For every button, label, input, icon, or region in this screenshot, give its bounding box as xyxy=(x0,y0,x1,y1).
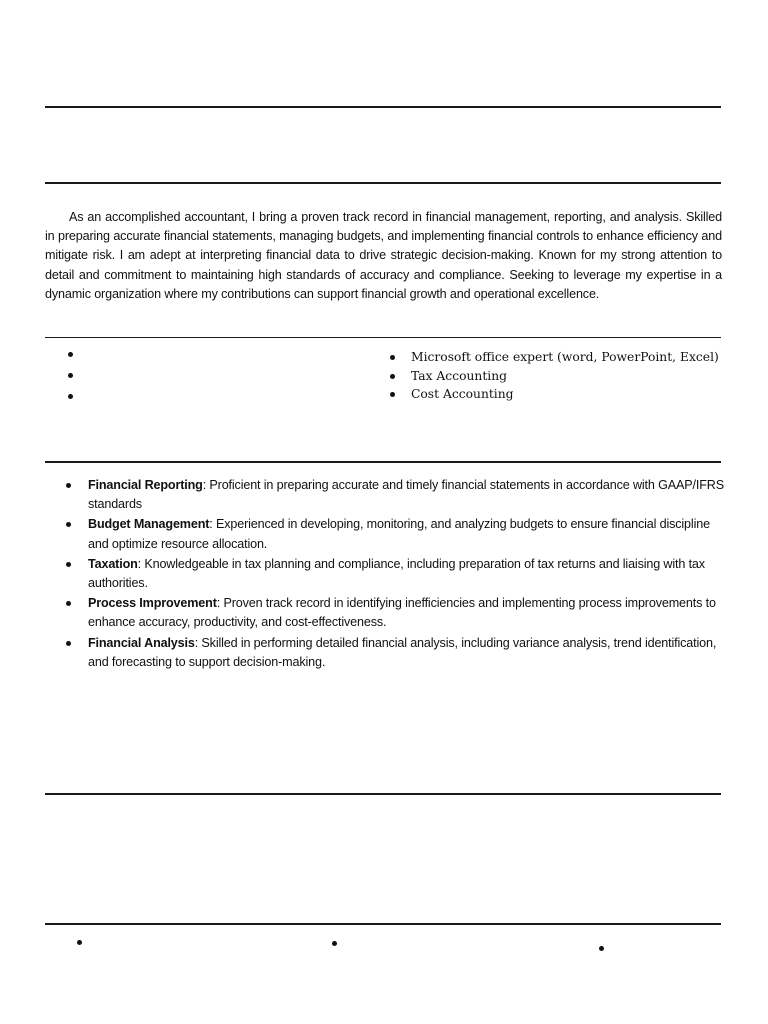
skills-list xyxy=(389,348,719,404)
divider-skills xyxy=(45,337,721,338)
empty-bullet xyxy=(332,941,337,946)
empty-bullet xyxy=(77,940,82,945)
competency-item xyxy=(66,634,726,672)
divider-competencies xyxy=(45,461,721,463)
skill-item: Cost Accounting xyxy=(389,385,719,404)
competency-term: Financial Reporting xyxy=(88,478,203,492)
competency-item xyxy=(66,555,726,593)
divider-summary xyxy=(45,182,721,184)
competency-term: Taxation xyxy=(88,556,138,571)
skill-item: Microsoft office expert (word, PowerPoint, Excel) xyxy=(389,348,719,367)
empty-bullet xyxy=(599,946,604,951)
empty-bullet xyxy=(68,394,73,399)
competency-term: Financial Analysis xyxy=(88,635,195,650)
skill-item: Tax Accounting xyxy=(389,367,719,386)
divider-top xyxy=(45,106,721,108)
empty-bullet xyxy=(68,352,73,357)
divider-education xyxy=(45,923,721,925)
competency-item xyxy=(66,476,726,514)
competency-desc: : Proven track record in identifying inefficiencies and implementing process improvements to enhance accuracy, productivity, and cost-effectiveness. xyxy=(88,596,716,630)
competency-desc: : Proficient in preparing accurate and timely financial statements in accordance with GAAP/IFRS standards xyxy=(88,478,724,512)
competency-desc: : Experienced in developing, monitoring, and analyzing budgets to ensure financial discipline and optimize resource allocation. xyxy=(88,517,710,551)
competencies-list xyxy=(66,476,726,673)
competency-desc: : Knowledgeable in tax planning and compliance, including preparation of tax returns and liaising with tax authorities. xyxy=(88,556,705,591)
competency-term: Process Improvement xyxy=(88,596,217,611)
divider-experience xyxy=(45,793,721,795)
competency-term: Budget Management xyxy=(88,517,210,532)
competency-desc: : Skilled in performing detailed financial analysis, including variance analysis, trend identification, and forecasting to support decision-making. xyxy=(88,635,717,669)
empty-bullet xyxy=(68,373,73,378)
professional-summary xyxy=(45,208,722,304)
competency-item xyxy=(66,594,726,632)
competency-item xyxy=(66,515,726,553)
summary-text: As an accomplished accountant, I bring a proven track record in financial management, reporting, and analysis. Skilled in preparing accurate financial statements, managing budgets, and implementing financial controls to enhance efficiency and mitigate risk. I am adept at interpreting financial data to drive strategic decision-making. Known for my strong attention to detail and commitment to maintaining high standards of accuracy and compliance. Seeking to leverage my expertise in a dynamic organization where my contributions can support financial growth and operational excellence. xyxy=(45,210,722,301)
